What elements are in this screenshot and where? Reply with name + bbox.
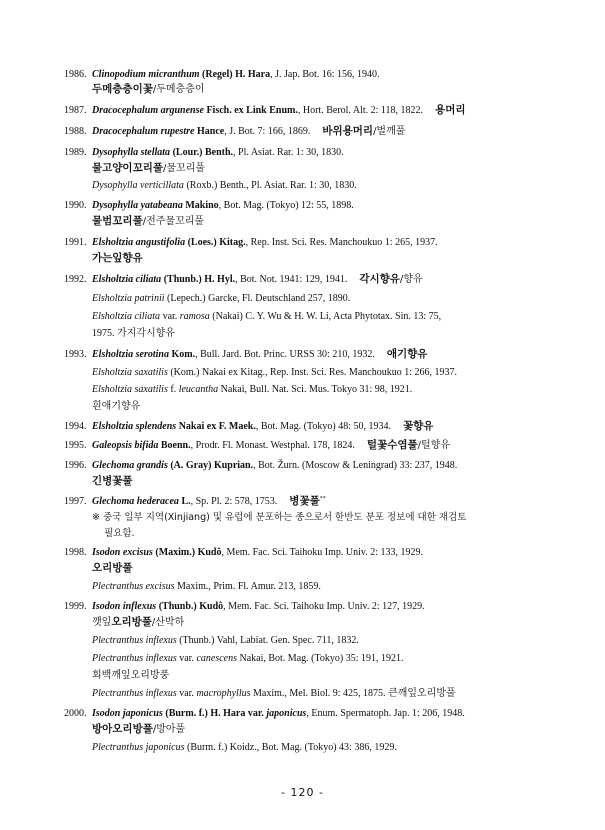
scientific-name: Dracocephalum rupestre <box>92 126 195 137</box>
synonym-line: Elsholtzia saxatilis f. leucantha Nakai, Bull. Nat. Sci. Mus. Tokyo 31: 98, 1921. <box>92 384 413 395</box>
entry-1995: 1995. Galeopsis bifida Boenn., Prodr. Fl. Monast. Westphal. 178, 1824. 털꽃수염풀/털향유 <box>64 439 450 451</box>
entry-1986: 1986. Clinopodium micranthum (Regel) H. Hara, J. Jap. Bot. 16: 156, 1940. <box>64 69 380 80</box>
entry-1997: 1997. Glechoma hederacea L., Sp. Pl. 2: 578, 1753. 병꽃풀** <box>64 495 326 507</box>
scientific-name: Elsholtzia splendens <box>92 421 177 432</box>
synonym-line: Elsholtzia saxatilis (Kom.) Nakai ex Kitag., Rep. Inst. Sci. Res. Manchoukuo 1: 266, 1937. <box>92 367 457 378</box>
note-line: 필요함. <box>104 528 135 539</box>
entry-1990: 1990. Dysophylla yatabeana Makino, Bot. Mag. (Tokyo) 12: 55, 1898. <box>64 200 354 211</box>
synonym-line: 흰애기향유 <box>92 401 141 412</box>
synonym-line: Plectranthus japonicus (Burm. f.) Koidz., Bot. Mag. (Tokyo) 43: 386, 1929. <box>92 742 397 753</box>
note-line: ※ 중국 일부 지역(Xinjiang) 및 유럽에 분포하는 종으로서 한반도 분포 정보에 대한 재검토 <box>92 512 467 523</box>
synonym-line: Plectranthus inflexus var. macrophyllus Maxim., Mel. Biol. 9: 425, 1875. 큰깨잎오리방풀 <box>92 688 456 699</box>
entry-1988: 1988. Dracocephalum rupestre Hance, J. Bot. 7: 166, 1869. 바위용머리/벌깨풀 <box>64 125 406 137</box>
synonym-line: Dysophylla verticillata (Roxb.) Benth., Pl. Asiat. Rar. 1: 30, 1830. <box>92 180 357 191</box>
scientific-name: Galeopsis bifida <box>92 440 159 451</box>
entry-1991: 1991. Elsholtzia angustifolia (Loes.) Kitag., Rep. Inst. Sci. Res. Manchoukuo 1: 265, 1937. <box>64 237 438 248</box>
scientific-name: Elsholtzia serotina <box>92 349 169 360</box>
entry-1994: 1994. Elsholtzia splendens Nakai ex F. Maek., Bot. Mag. (Tokyo) 48: 50, 1934. 꽃향유 <box>64 420 434 432</box>
scientific-name: Isodon japonicus <box>92 708 163 719</box>
scientific-name: Glechoma grandis <box>92 460 168 471</box>
korean-name-line: 깻잎오리방풀/산박하 <box>92 616 185 628</box>
scientific-name: Dysophylla yatabeana <box>92 200 183 211</box>
korean-name-line: 오리방풀 <box>92 562 133 574</box>
korean-name-line: 긴병꽃풀 <box>92 475 133 487</box>
scientific-name: Dracocephalum argunense <box>92 105 204 116</box>
synonym-line: Plectranthus inflexus (Thunb.) Vahl, Labiat. Gen. Spec. 711, 1832. <box>92 635 359 646</box>
synonym-line: Plectranthus inflexus var. canescens Nakai, Bot. Mag. (Tokyo) 35: 191, 1921. <box>92 653 404 664</box>
entry-1998: 1998. Isodon excisus (Maxim.) Kudô, Mem. Fac. Sci. Taihoku Imp. Univ. 2: 133, 1929. <box>64 547 423 558</box>
scientific-name: Glechoma hederacea <box>92 496 179 507</box>
korean-name-line: 가는잎향유 <box>92 252 143 264</box>
scientific-name: Clinopodium micranthum <box>92 69 200 80</box>
korean-name-line: 방아오리방풀/방아풀 <box>92 723 186 735</box>
synonym-line: 회백깨잎오리방풍 <box>92 670 170 681</box>
entry-1987: 1987. Dracocephalum argunense Fisch. ex Link Enum., Hort. Berol. Alt. 2: 118, 1822. 용머리 <box>64 104 466 116</box>
entry-1996: 1996. Glechoma grandis (A. Gray) Kuprian., Bot. Žurn. (Moscow & Leningrad) 33: 237, 1948. <box>64 460 458 471</box>
entry-1992: 1992. Elsholtzia ciliata (Thunb.) H. Hyl., Bot. Not. 1941: 129, 1941. 각시향유/향유 <box>64 273 423 285</box>
korean-name-line: 두메층층이꽃/두메층층이 <box>92 83 205 95</box>
synonym-line: 1975. 가지각시향유 <box>92 328 175 339</box>
page-number: - 120 - <box>281 786 324 799</box>
synonym-line: Plectranthus excisus Maxim., Prim. Fl. Amur. 213, 1859. <box>92 581 321 592</box>
entry-1993: 1993. Elsholtzia serotina Kom., Bull. Jard. Bot. Princ. URSS 30: 210, 1932. 애기향유 <box>64 348 428 360</box>
scientific-name: Dysophylla stellata <box>92 147 171 158</box>
synonym-line: Elsholtzia patrinii (Lepech.) Garcke, Fl. Deutschland 257, 1890. <box>92 293 351 304</box>
scientific-name: Isodon inflexus <box>92 601 157 612</box>
entry-1989: 1989. Dysophylla stellata (Lour.) Benth., Pl. Asiat. Rar. 1: 30, 1830. <box>64 147 344 158</box>
entry-1999: 1999. Isodon inflexus (Thunb.) Kudô, Mem. Fac. Sci. Taihoku Imp. Univ. 2: 127, 1929. <box>64 601 425 612</box>
scientific-name: Isodon excisus <box>92 547 153 558</box>
scientific-name: Elsholtzia ciliata <box>92 274 162 285</box>
korean-name-line: 물고양이꼬리풀/물꼬리풀 <box>92 162 206 174</box>
entry-2000: 2000. Isodon japonicus (Burm. f.) H. Hara var. japonicus, Enum. Spermatoph. Jap. 1: 206, 1948. <box>64 708 465 719</box>
korean-name-line: 물범꼬리풀/전주물꼬리풀 <box>92 215 205 227</box>
scientific-name: Elsholtzia angustifolia <box>92 237 186 248</box>
synonym-line: Elsholtzia ciliata var. ramosa (Nakai) C. Y. Wu & H. W. Li, Acta Phytotax. Sin. 13: 75, <box>92 311 442 322</box>
